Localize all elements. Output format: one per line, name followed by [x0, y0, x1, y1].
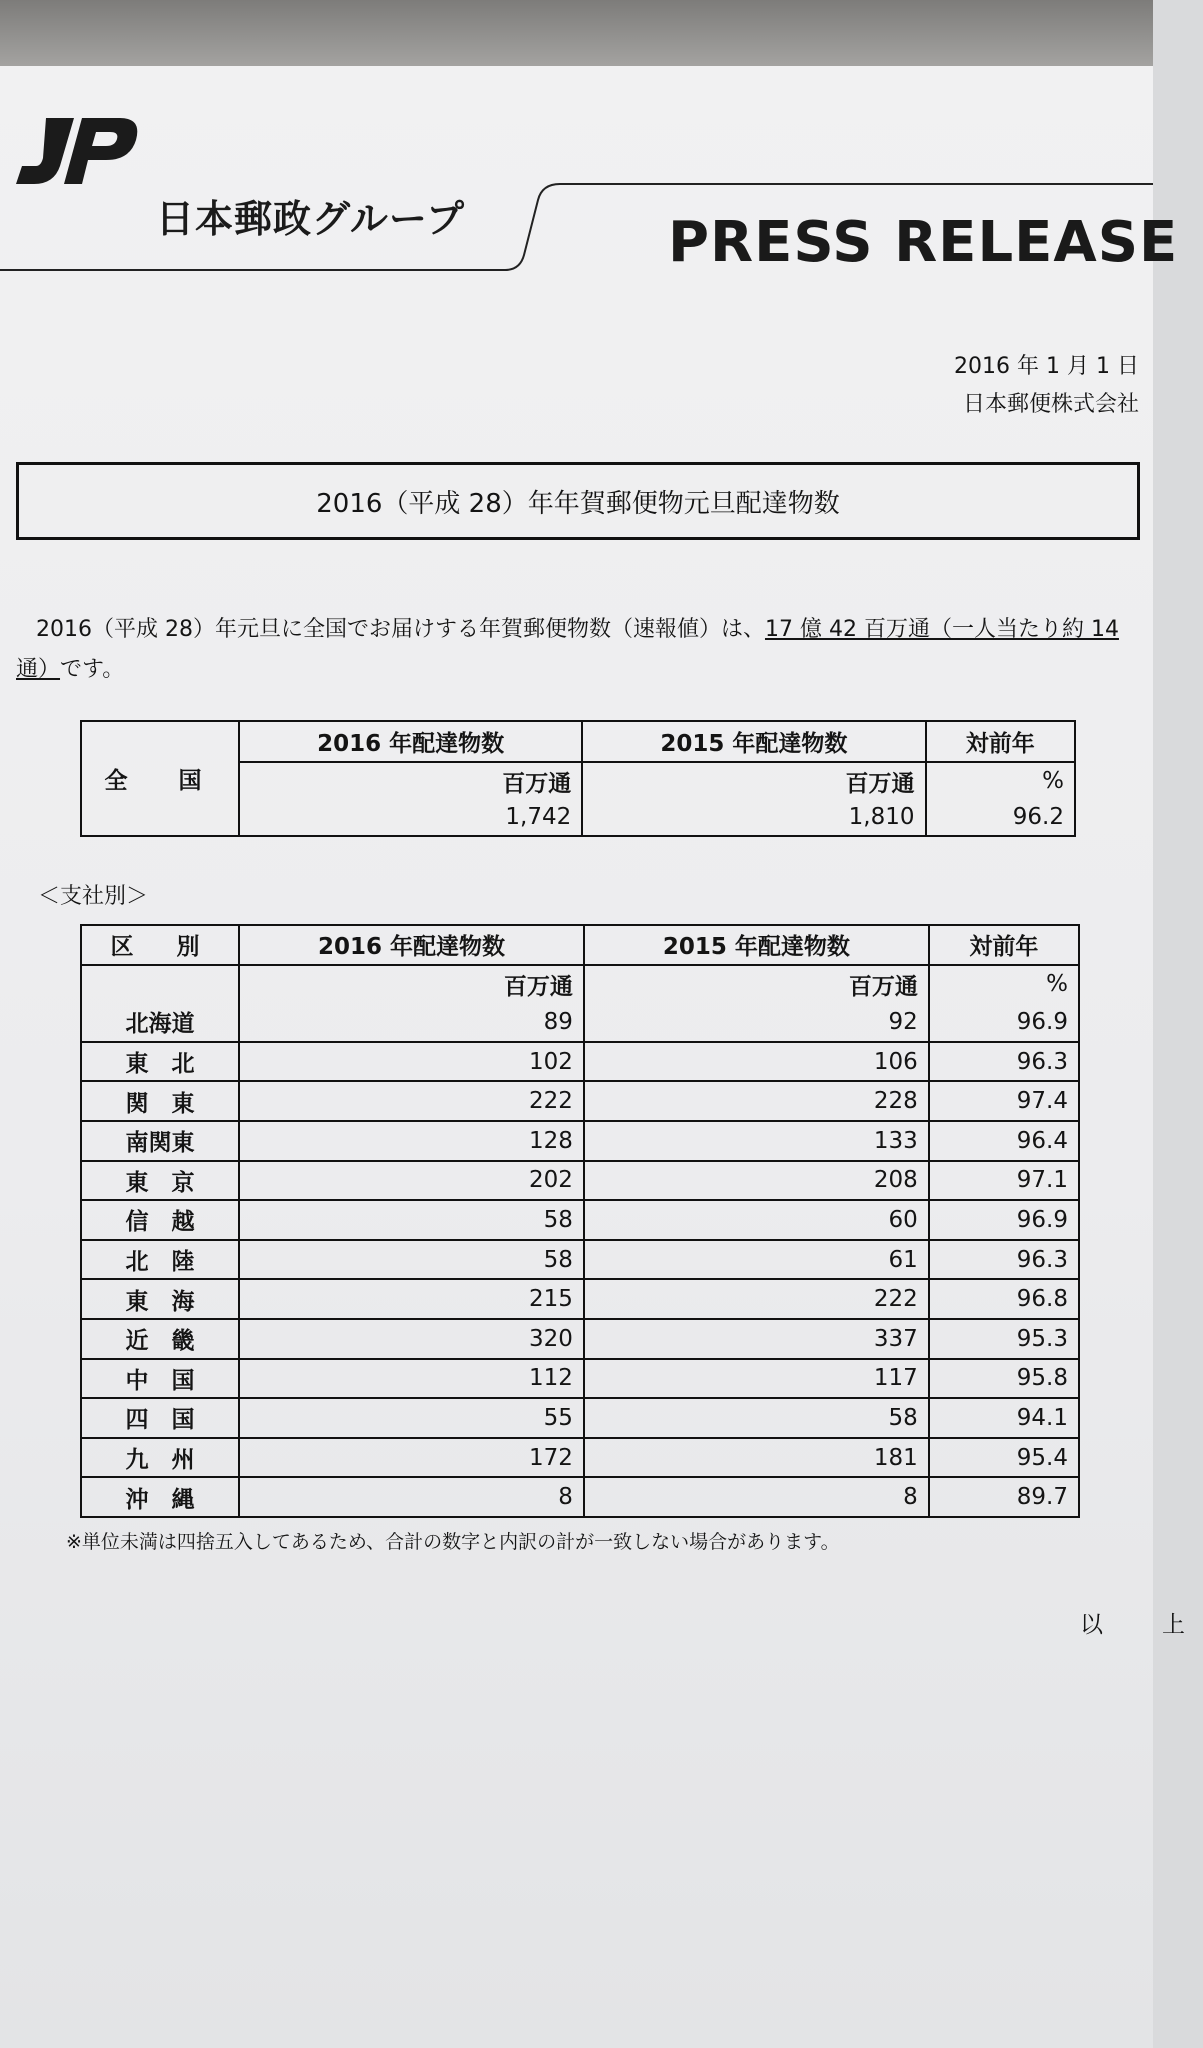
- branch-value-ratio: 96.3: [929, 1240, 1079, 1280]
- release-date: 2016 年 1 月 1 日: [954, 354, 1139, 379]
- branch-region: 東 北: [81, 1042, 239, 1082]
- branch-value-2016: 112: [239, 1359, 584, 1399]
- branch-value-2015: 92: [584, 1003, 929, 1042]
- branch-value-ratio: 96.3: [929, 1042, 1079, 1082]
- branch-value-2016: 102: [239, 1042, 584, 1082]
- branch-value-2015: 8: [584, 1477, 929, 1517]
- branch-section-label: ＜支社別＞: [38, 884, 149, 909]
- national-unit-2016: 百万通: [239, 762, 582, 799]
- table-row: [81, 1200, 1079, 1240]
- branch-unit-2016: 百万通: [239, 965, 584, 1004]
- document-title: [16, 462, 1140, 540]
- branch-value-ratio: 89.7: [929, 1477, 1079, 1517]
- branch-table-body: [81, 1003, 1079, 1517]
- press-release-heading: PRESS RELEASE: [668, 210, 1179, 275]
- branch-region: 北 陸: [81, 1240, 239, 1280]
- summary-suffix: です。: [60, 657, 125, 682]
- table-row: [81, 1121, 1079, 1161]
- table-row: [81, 1042, 1079, 1082]
- branch-value-2016: 58: [239, 1240, 584, 1280]
- document-title-text: 2016（平成 28）年年賀郵便物元旦配達物数: [316, 488, 840, 519]
- branch-region: 四 国: [81, 1398, 239, 1438]
- branch-header-2015: 2015 年配達物数: [584, 925, 929, 965]
- branch-value-2016: 128: [239, 1121, 584, 1161]
- branch-value-ratio: 97.1: [929, 1161, 1079, 1201]
- footnote: ※単位未満は四捨五入してあるため、合計の数字と内訳の計が一致しない場合があります。: [66, 1531, 840, 1553]
- branch-value-2015: 58: [584, 1398, 929, 1438]
- branch-region: 東 京: [81, 1161, 239, 1201]
- branch-value-ratio: 95.8: [929, 1359, 1079, 1399]
- summary-prefix: 2016（平成 28）年元旦に全国でお届けする年賀郵便物数（速報値）は、: [36, 617, 765, 642]
- summary-highlight: 17 億 42 百万通（一人当たり約 14 通）: [16, 617, 1119, 682]
- branch-value-ratio: 95.4: [929, 1438, 1079, 1478]
- national-header-ratio: 対前年: [926, 721, 1075, 762]
- branch-value-ratio: 96.9: [929, 1003, 1079, 1042]
- branch-value-2016: 89: [239, 1003, 584, 1042]
- branch-value-2015: 208: [584, 1161, 929, 1201]
- branch-value-2015: 222: [584, 1279, 929, 1319]
- branch-value-2016: 8: [239, 1477, 584, 1517]
- national-value-ratio: 96.2: [926, 799, 1075, 836]
- group-name: 日本郵政グループ: [156, 197, 465, 241]
- branch-region: 九 州: [81, 1438, 239, 1478]
- branch-value-ratio: 97.4: [929, 1081, 1079, 1121]
- branch-value-2015: 61: [584, 1240, 929, 1280]
- branch-unit-ratio: %: [929, 965, 1079, 1004]
- table-row: [81, 1319, 1079, 1359]
- national-value-2016: 1,742: [239, 799, 582, 836]
- branch-region: 信 越: [81, 1200, 239, 1240]
- branch-value-2015: 133: [584, 1121, 929, 1161]
- closing-mark: 以 上: [1080, 1612, 1203, 1638]
- branch-unit-blank: [81, 965, 239, 1004]
- branch-header-ratio: 対前年: [929, 925, 1079, 965]
- jp-logo: [16, 118, 138, 184]
- branch-region: 関 東: [81, 1081, 239, 1121]
- branch-table: [80, 924, 1080, 1518]
- branch-value-2016: 320: [239, 1319, 584, 1359]
- national-table: [80, 720, 1076, 837]
- national-value-2015: 1,810: [582, 799, 925, 836]
- branch-region: 沖 縄: [81, 1477, 239, 1517]
- branch-value-ratio: 96.9: [929, 1200, 1079, 1240]
- branch-header-2016: 2016 年配達物数: [239, 925, 584, 965]
- national-header-2015: 2015 年配達物数: [582, 721, 925, 762]
- table-row: [81, 1081, 1079, 1121]
- branch-value-ratio: 96.4: [929, 1121, 1079, 1161]
- branch-value-2015: 106: [584, 1042, 929, 1082]
- branch-unit-2015: 百万通: [584, 965, 929, 1004]
- branch-value-ratio: 94.1: [929, 1398, 1079, 1438]
- table-row: [81, 1240, 1079, 1280]
- table-row: [81, 1279, 1079, 1319]
- table-row: [81, 1359, 1079, 1399]
- branch-header-row: [81, 925, 1079, 965]
- table-row: [81, 1438, 1079, 1478]
- branch-header-category: 区 別: [81, 925, 239, 965]
- branch-value-2015: 60: [584, 1200, 929, 1240]
- branch-region: 近 畿: [81, 1319, 239, 1359]
- table-row: [81, 1398, 1079, 1438]
- national-unit-ratio: %: [926, 762, 1075, 799]
- branch-value-2016: 215: [239, 1279, 584, 1319]
- branch-value-2015: 228: [584, 1081, 929, 1121]
- branch-value-ratio: 96.8: [929, 1279, 1079, 1319]
- national-header-2016: 2016 年配達物数: [239, 721, 582, 762]
- branch-value-2016: 172: [239, 1438, 584, 1478]
- table-row: [81, 1477, 1079, 1517]
- branch-value-2016: 202: [239, 1161, 584, 1201]
- summary-paragraph: [16, 610, 1146, 690]
- branch-value-ratio: 95.3: [929, 1319, 1079, 1359]
- table-row: [81, 1161, 1079, 1201]
- branch-region: 北海道: [81, 1003, 239, 1042]
- branch-region: 東 海: [81, 1279, 239, 1319]
- branch-units-row: [81, 965, 1079, 1004]
- national-header-row: [81, 721, 1075, 762]
- branch-value-2016: 55: [239, 1398, 584, 1438]
- branch-value-2015: 337: [584, 1319, 929, 1359]
- national-row-label: 全 国: [81, 721, 239, 836]
- company-name: 日本郵便株式会社: [962, 392, 1139, 417]
- branch-value-2016: 58: [239, 1200, 584, 1240]
- branch-value-2015: 181: [584, 1438, 929, 1478]
- branch-value-2015: 117: [584, 1359, 929, 1399]
- branch-region: 中 国: [81, 1359, 239, 1399]
- branch-region: 南関東: [81, 1121, 239, 1161]
- table-row: [81, 1003, 1079, 1042]
- national-unit-2015: 百万通: [582, 762, 925, 799]
- branch-value-2016: 222: [239, 1081, 584, 1121]
